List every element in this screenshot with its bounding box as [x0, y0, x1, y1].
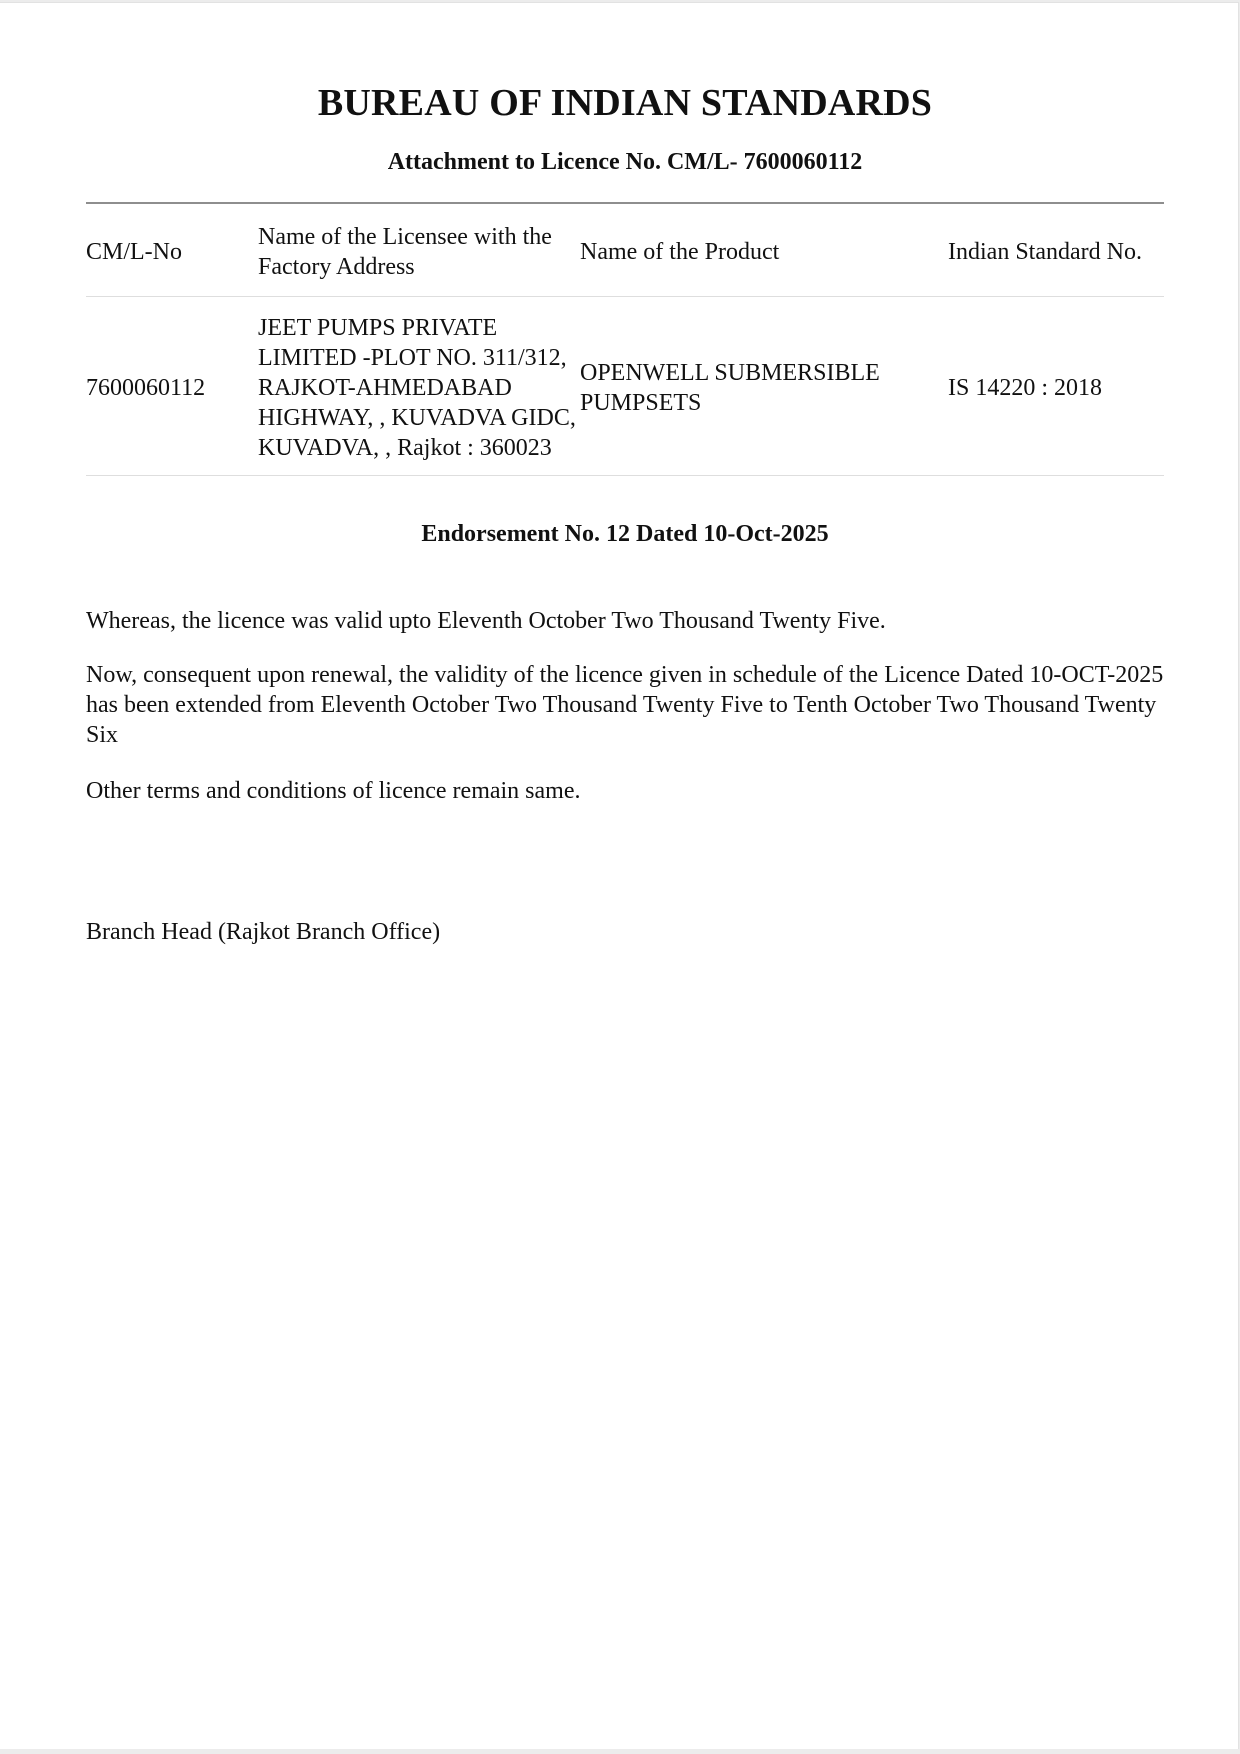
- header-licensee-name-address: Name of the Licensee with the Factory Address: [258, 203, 580, 297]
- header-cml-no: CM/L-No: [86, 203, 258, 297]
- renewal-paragraph: Now, consequent upon renewal, the validity of the licence given in schedule of the Licence Dated 10-OCT-2025 has been extended from Eleventh October Two Thousand Twenty Five to Tenth October Two Thousand Twenty Six: [86, 662, 1164, 748]
- terms-paragraph: Other terms and conditions of licence remain same.: [86, 778, 581, 804]
- licence-table: [86, 202, 1164, 476]
- cell-indian-standard: IS 14220 : 2018: [948, 297, 1164, 476]
- cell-licensee-address: JEET PUMPS PRIVATE LIMITED -PLOT NO. 311/312, RAJKOT-AHMEDABAD HIGHWAY, , KUVADVA GIDC, KUVADVA, , Rajkot : 360023: [258, 297, 580, 476]
- signatory: Branch Head (Rajkot Branch Office): [86, 919, 441, 945]
- endorsement-heading: Endorsement No. 12 Dated 10-Oct-2025: [421, 521, 829, 547]
- document-page: [0, 2, 1239, 1749]
- table-header-row: [86, 203, 1164, 297]
- document-content: [86, 79, 1164, 947]
- organization-title: BUREAU OF INDIAN STANDARDS: [317, 82, 933, 124]
- attachment-licence-heading: Attachment to Licence No. CM/L- 7600060112: [387, 149, 863, 175]
- table-row: [86, 297, 1164, 476]
- header-product-name: Name of the Product: [580, 203, 948, 297]
- cell-product-name: OPENWELL SUBMERSIBLE PUMPSETS: [580, 297, 948, 476]
- validity-paragraph: Whereas, the licence was valid upto Eleventh October Two Thousand Twenty Five.: [86, 608, 886, 634]
- cell-cml-no: 7600060112: [86, 297, 258, 476]
- header-indian-standard-no: Indian Standard No.: [948, 203, 1164, 297]
